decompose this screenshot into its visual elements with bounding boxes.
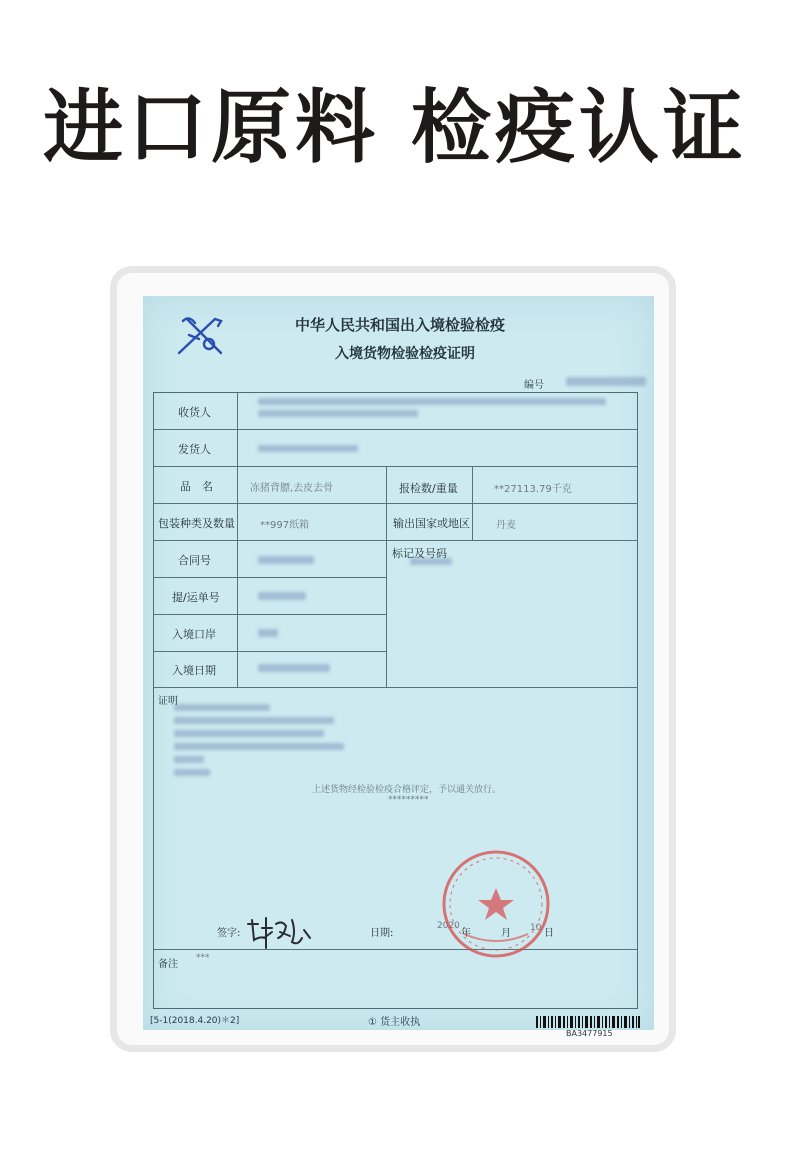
certify-redacted <box>174 769 210 776</box>
date-sign-label: 日期: <box>370 928 394 939</box>
serial-label: 编号 <box>524 380 544 391</box>
remarks-value: *** <box>196 953 210 963</box>
certify-redacted <box>174 743 344 750</box>
row-divider <box>153 651 386 652</box>
bl-redacted <box>258 592 306 600</box>
port-redacted <box>258 629 278 637</box>
origin-label: 输出国家或地区 <box>393 517 470 530</box>
row-divider <box>153 687 638 688</box>
sign-label: 签字: <box>217 928 241 939</box>
date-day: 10 <box>530 923 542 933</box>
date-day-unit: 日 <box>544 928 554 939</box>
consignor-redacted <box>258 445 358 452</box>
row-divider <box>153 503 638 504</box>
origin-value: 丹麦 <box>496 520 516 531</box>
certify-statement: 上述货物经检验检疫合格评定，予以通关放行。 <box>312 785 502 795</box>
packing-label: 包装种类及数量 <box>158 517 235 530</box>
marks-label: 标记及号码 <box>392 547 447 560</box>
page-headline: 进口原料 检疫认证 <box>43 81 747 174</box>
quantity-value: **27113.79千克 <box>494 484 572 495</box>
certify-redacted <box>174 730 324 737</box>
barcode-icon <box>536 1016 640 1028</box>
remarks-label: 备注 <box>158 959 178 970</box>
marks-redacted <box>410 558 452 565</box>
copy-label: ① 货主收执 <box>368 1017 421 1028</box>
certify-label: 证明 <box>158 696 178 707</box>
date-redacted <box>258 664 330 672</box>
date-month-unit: 月 <box>501 928 511 939</box>
certify-redacted <box>174 756 204 763</box>
row-divider <box>153 577 386 578</box>
certify-stars: ********* <box>388 795 429 805</box>
port-label: 入境口岸 <box>172 628 216 641</box>
col-divider <box>472 466 473 540</box>
quantity-label: 报检数/重量 <box>399 482 458 495</box>
date-year-unit: 年 <box>461 928 471 939</box>
product-label: 品 名 <box>180 480 213 493</box>
col-divider <box>386 466 387 687</box>
packing-value: **997纸箱 <box>260 520 310 531</box>
row-divider <box>153 466 638 467</box>
consignee-redacted <box>258 398 606 405</box>
row-divider <box>153 540 638 541</box>
row-divider <box>153 949 638 950</box>
date-year: 2020 <box>437 921 460 931</box>
certify-redacted <box>174 704 270 711</box>
certify-redacted <box>174 717 334 724</box>
official-seal-icon <box>440 848 552 960</box>
date-label: 入境日期 <box>172 664 216 677</box>
product-value: 冻猪背膘,去皮去骨 <box>250 483 334 494</box>
handwritten-signature <box>244 910 314 960</box>
consignee-redacted <box>258 410 418 417</box>
customs-emblem-icon <box>175 313 225 357</box>
contract-label: 合同号 <box>178 554 211 567</box>
row-divider <box>153 614 386 615</box>
bl-label: 提/运单号 <box>172 591 220 604</box>
barcode-text: BA3477915 <box>566 1029 613 1038</box>
certificate-title-line2: 入境货物检验检疫证明 <box>335 346 475 362</box>
consignee-label: 收货人 <box>178 406 211 419</box>
row-divider <box>153 429 638 430</box>
form-code: [5-1(2018.4.20)＊2] <box>150 1016 240 1026</box>
certificate-title-line1: 中华人民共和国出入境检验检疫 <box>294 316 505 334</box>
contract-redacted <box>258 556 314 564</box>
consignor-label: 发货人 <box>178 443 211 456</box>
col-divider <box>237 392 238 687</box>
serial-redacted <box>566 377 646 386</box>
